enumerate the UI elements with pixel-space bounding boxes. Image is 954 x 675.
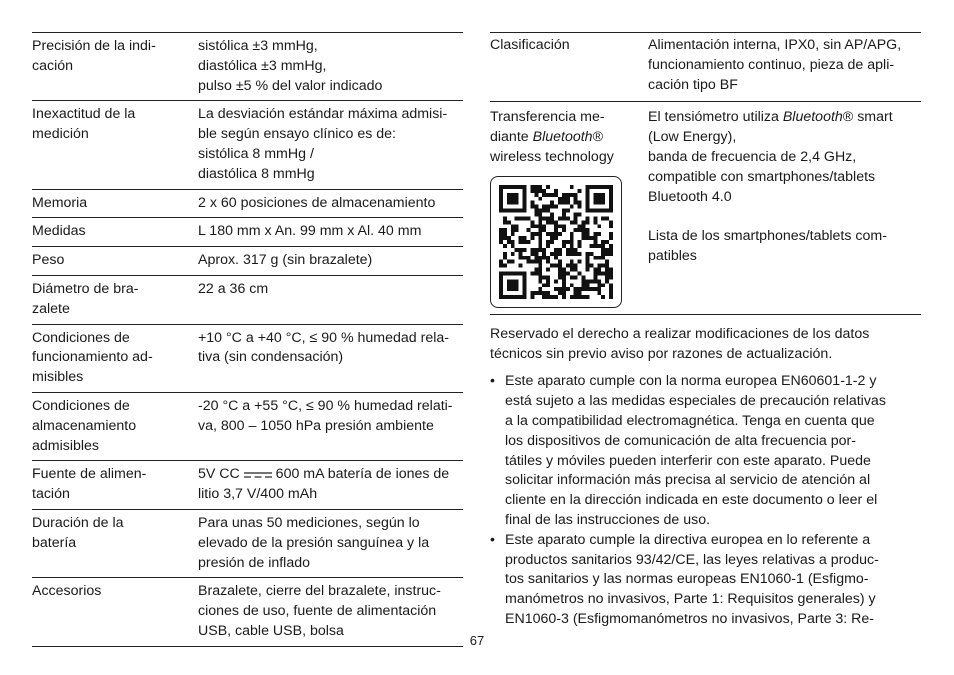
list-item-line: los dispositivos de comunicación de alta frecuencia por- [505,432,856,449]
row-value [198,247,463,276]
row-value-text: ® smart [842,109,893,126]
row-key-line: Condiciones de [32,397,130,414]
row-key-line [490,128,640,148]
list-item-line: tátiles y móviles pueden interferir con este aparato. Puede [505,452,871,469]
spec-table-left [32,32,463,647]
row-key [32,275,198,324]
list-item-line: solicitar información más precisa al servicio de atención al [505,472,871,489]
left-column [32,32,463,647]
row-value [198,275,463,324]
row-key-line: Diámetro de bra- [32,280,139,297]
row-value-line: ble según ensayo clínico es de: [198,126,396,143]
table-row [32,324,463,392]
row-key-line: Condiciones de [32,329,130,346]
row-key [490,33,648,102]
row-value-line: Lista de los smartphones/tablets com- [648,228,887,245]
row-value-line: diastólica ±3 mmHg, [198,57,327,74]
row-key-line: Memoria [32,194,88,211]
table-row [32,247,463,276]
row-value-text: 5V CC [198,466,244,483]
row-value-line [198,465,463,485]
row-value-line: diastólica 8 mmHg [198,165,315,182]
row-key-text: diante [490,129,533,146]
list-item-line: Este aparato cumple con la norma europea EN60601-1-2 y [505,373,877,390]
row-value-line: funcionamiento continuo, pieza de apli- [648,56,895,73]
row-value-line: Brazalete, cierre del brazalete, instruc- [198,583,441,600]
list-item [490,372,921,530]
qr-code-icon [499,185,613,299]
row-value-line: sistólica 8 mmHg / [198,145,314,162]
row-value [198,392,463,460]
notice-paragraph [490,325,921,365]
row-key-line: Medidas [32,223,86,240]
list-item-line: manómetros no invasivos, Parte 1: Requisitos generales) y [505,591,876,608]
table-row [32,101,463,189]
spec-table-right [490,32,921,315]
table-row-clasificacion [490,33,921,102]
bullet-dot: • [490,373,495,390]
row-value-line: +10 °C a +40 °C, ≤ 90 % humedad rela- [198,329,450,346]
row-value-line: presión de inflado [198,554,311,571]
table-row [32,218,463,247]
row-value-line: Para unas 50 mediciones, según lo [198,514,420,531]
row-value-line: ciones de uso, fuente de alimentación [198,603,437,620]
row-key-line: misibles [32,369,84,386]
row-key-line: funcionamiento ad- [32,349,153,366]
row-value-line: (Low Energy), [648,129,737,146]
list-item-line: cliente en la dirección indicada en este documento o leer el [505,492,878,509]
bullet-list [490,372,921,629]
row-key [32,218,198,247]
row-value [198,324,463,392]
row-value-line: -20 °C a +55 °C, ≤ 90 % humedad relati- [198,397,453,414]
list-item-line: Este aparato cumple la directiva europea en lo referente a [505,531,871,548]
bluetooth-italic: Bluetooth [532,129,593,146]
row-key [32,392,198,460]
row-key-line: Clasificación [490,37,570,53]
list-item-line: tos sanitarios y las normas europeas EN1060-1 (Esfigmo- [505,571,869,588]
row-key [32,461,198,510]
list-item-line: EN1060-3 (Esfigmomanómetros no invasivos, Parte 3: Re- [505,610,875,627]
row-value-line: va, 800 – 1050 hPa presión ambiente [198,417,434,434]
list-item-line: a la compatibilidad electromagnética. Tenga en cuenta que [505,412,875,429]
row-value-line: banda de frecuencia de 2,4 GHz, [648,148,857,165]
page-number: 67 [469,633,485,648]
table-row [32,275,463,324]
row-value-line: Aprox. 317 g (sin brazalete) [198,252,373,269]
table-row [32,461,463,510]
row-key-line: Precisión de la indi- [32,38,156,54]
list-item-line: productos sanitarios 93/42/CE, las leyes relativas a produc- [505,551,879,568]
row-key-line: Transferencia me- [490,109,605,126]
row-value-text: El tensiómetro utiliza [648,109,783,126]
list-item-line: final de las instrucciones de uso. [505,511,711,528]
row-key-line: batería [32,534,77,551]
row-value-line: patibles [648,247,697,264]
row-key-line: Fuente de alimen- [32,466,147,483]
spacer [648,207,921,227]
notice-line: Reservado el derecho a realizar modificaciones de los datos [490,325,870,342]
row-value-line [648,108,921,128]
row-key-line: zalete [32,300,70,317]
bluetooth-italic: Bluetooth [782,109,843,126]
list-item [490,531,921,630]
notice-line: técnicos sin previo aviso por razones de actualización. [490,345,833,362]
row-key [32,189,198,218]
row-value-line: Bluetooth 4.0 [648,188,732,205]
row-key-line: Peso [32,252,65,269]
row-value-line: La desviación estándar máxima admisi- [198,106,448,123]
row-key [32,101,198,189]
row-key [32,33,198,101]
row-key-line: cación [32,57,74,74]
row-key-line: tación [32,486,70,503]
row-value-line: compatible con smartphones/tablets [648,168,876,185]
row-key-line: almacenamiento [32,417,137,434]
row-value [198,101,463,189]
row-value [198,33,463,101]
row-value [648,33,921,102]
table-row [32,189,463,218]
row-key [32,324,198,392]
row-value-line: litio 3,7 V/400 mAh [198,486,318,503]
bullet-dot: • [490,531,495,548]
table-row [32,509,463,577]
row-value-line: 2 x 60 posiciones de almacenamiento [198,194,436,211]
row-value-line: tiva (sin condensación) [198,349,344,366]
row-value-line: L 180 mm x An. 99 mm x Al. 40 mm [198,223,422,240]
row-key-line: medición [32,126,89,143]
row-value-line: Alimentación interna, IPX0, sin AP/APG, [648,37,902,53]
registered-mark: ® [592,129,604,146]
row-key-line: Duración de la [32,514,124,531]
row-key [490,102,648,314]
row-key [32,509,198,577]
row-value [198,189,463,218]
list-item-line: está sujeto a las medidas especiales de precaución relativas [505,393,886,410]
row-value [198,218,463,247]
row-key-line: wireless technology [490,148,614,165]
row-value [648,102,921,314]
direct-current-icon [244,470,272,480]
row-value-line: pulso ±5 % del valor indicado [198,77,383,94]
table-row [32,33,463,101]
row-value [198,461,463,510]
row-value-line: elevado de la presión sanguínea y la [198,534,430,551]
row-value-line: 22 a 36 cm [198,280,269,297]
row-key-line: Accesorios [32,583,102,600]
qr-code-frame [490,176,622,308]
row-key [32,247,198,276]
table-row [32,392,463,460]
table-row-transferencia [490,102,921,314]
row-value-line: cación tipo BF [648,76,738,93]
row-value-line: USB, cable USB, bolsa [198,622,344,639]
row-key-line: Inexactitud de la [32,106,136,123]
row-value-line: sistólica ±3 mmHg, [198,38,318,54]
right-column [490,32,921,630]
row-key-line: admisibles [32,437,100,454]
row-value-text: 600 mA batería de iones de [271,466,450,483]
row-value [198,509,463,577]
